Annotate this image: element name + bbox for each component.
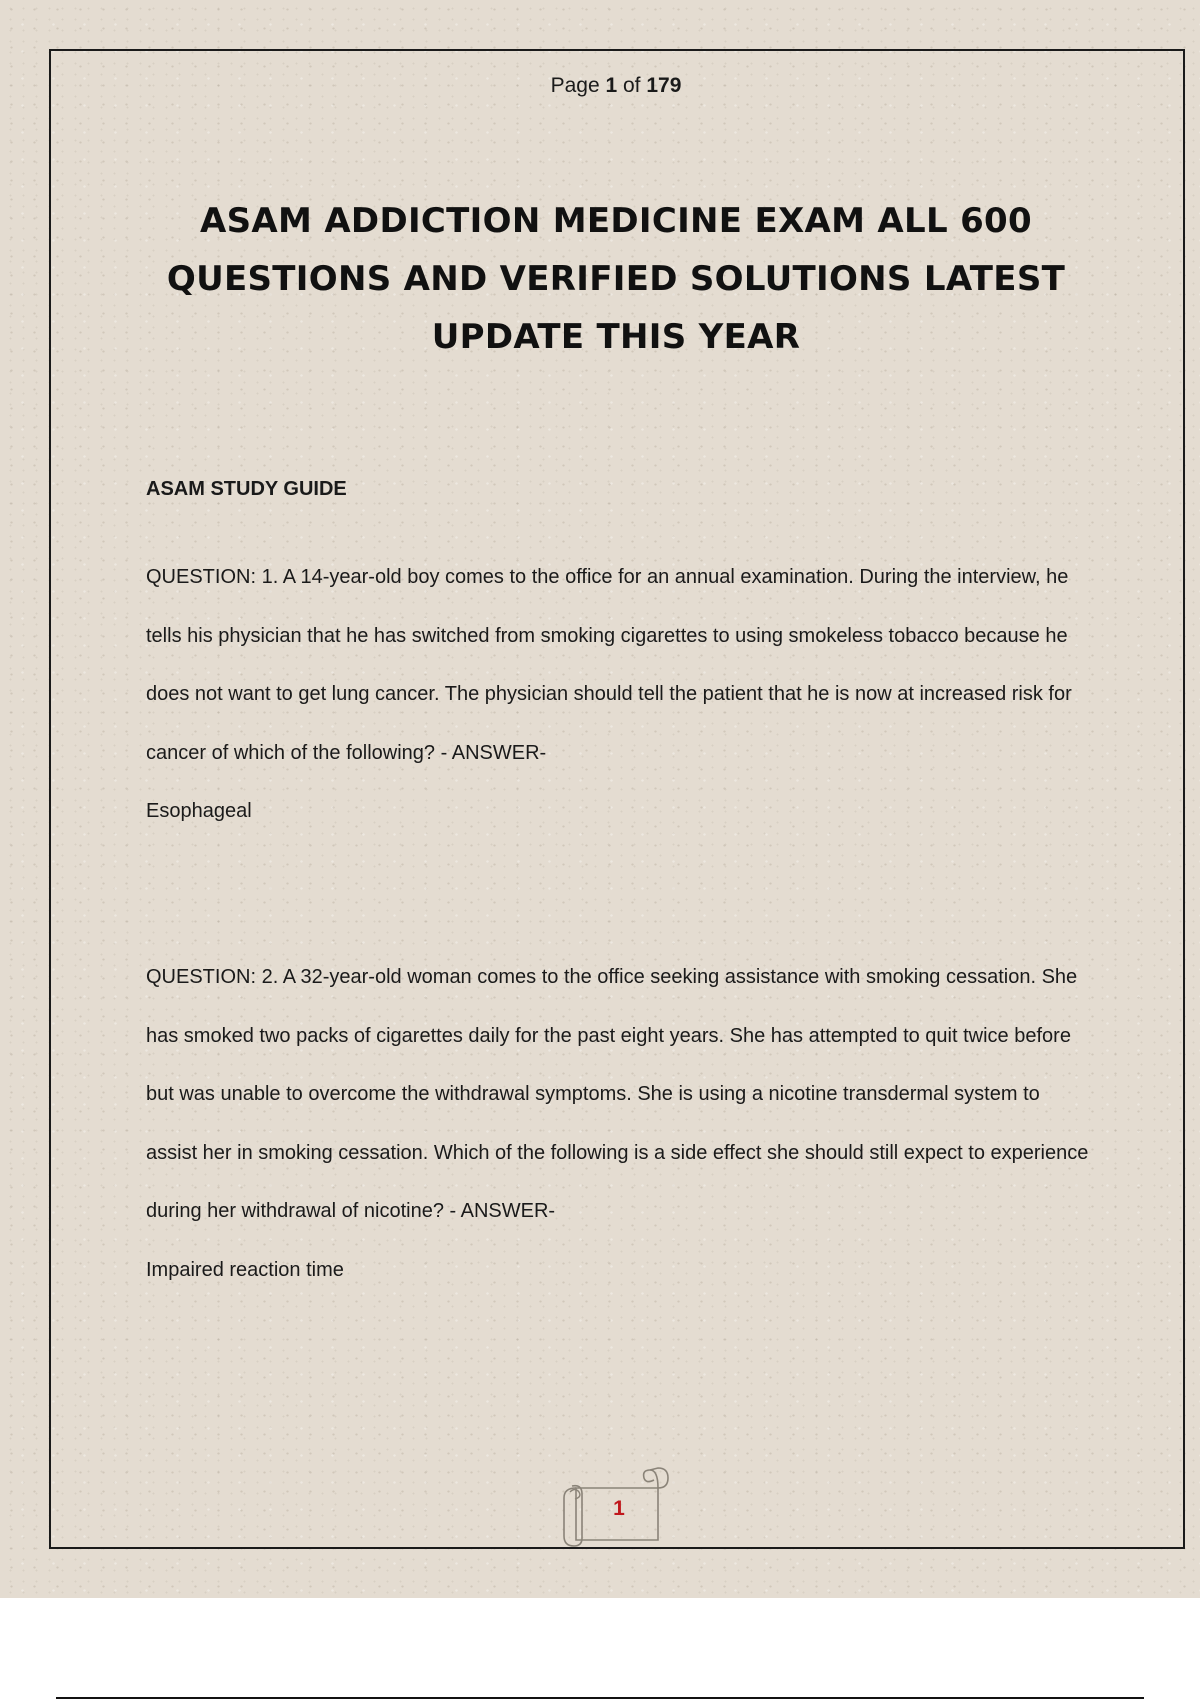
question-block: [146, 548, 1096, 841]
page-indicator: [0, 74, 1200, 98]
current-page: 1: [605, 74, 618, 97]
document-title: ASAM ADDICTION MEDICINE EXAM ALL 600 QUESTIONS AND VERIFIED SOLUTIONS LATEST UPDATE THIS YEAR: [166, 201, 1066, 357]
bottom-divider: [56, 1697, 1144, 1699]
section-label: ASAM STUDY GUIDE: [146, 478, 347, 500]
page-word: Page: [550, 74, 600, 97]
question-answer: Impaired reaction time: [146, 1258, 344, 1281]
footer-page-number: 1: [613, 1497, 625, 1520]
question-prompt: QUESTION: 1. A 14-year-old boy comes to the office for an annual examination. During the interview, he tells his physician that he has switched from smoking cigarettes to using smokeless tobacco because he does not want to get lung cancer. The physician should tell the patient that he is now at increased risk for cancer of which of the following?: [146, 566, 1072, 764]
question-answer: Esophageal: [146, 800, 252, 822]
answer-marker: - ANSWER-: [435, 741, 547, 764]
total-pages: 179: [646, 74, 682, 97]
answer-marker: - ANSWER-: [443, 1200, 556, 1222]
of-word: of: [623, 74, 641, 97]
question-prompt: QUESTION: 2. A 32-year-old woman comes to the office seeking assistance with smoking cessation. She has smoked two packs of cigarettes daily for the past eight years. She has attempted to quit twice before but was unable to overcome the withdrawal symptoms. She is using a nicotine transdermal system to assist her in smoking cessation. Which of the following is a side effect she should still expect to experience during her withdrawal of nicotine?: [146, 966, 1089, 1222]
question-block: [146, 948, 1096, 1299]
